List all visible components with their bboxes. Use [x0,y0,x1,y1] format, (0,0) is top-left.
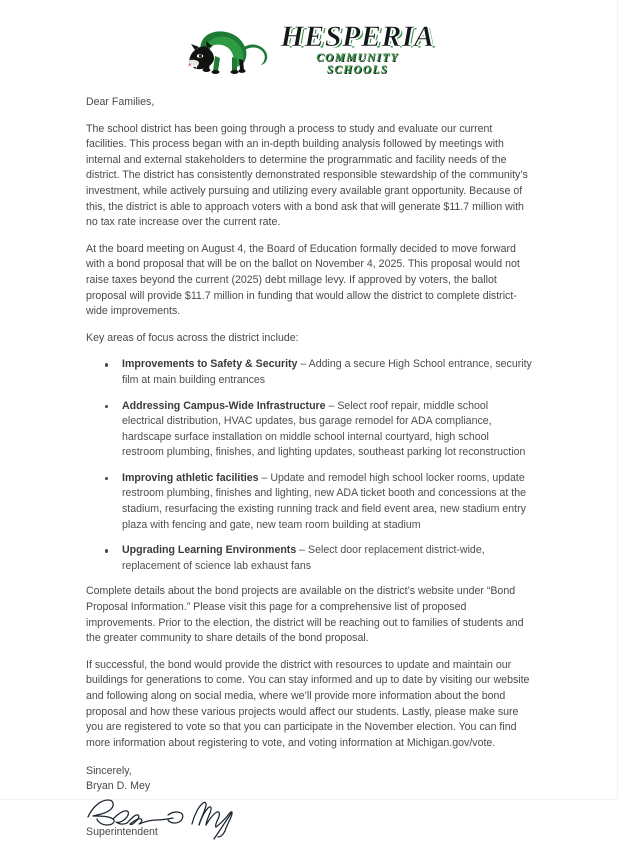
list-item [86,399,532,461]
list-item [86,471,532,533]
focus-item-title: Improvements to Safety & Security [122,358,298,371]
list-item [86,543,532,574]
letter-body [86,95,532,842]
wordmark-subtitle-line1: COMMUNITY [316,51,399,64]
wordmark [280,19,435,76]
paragraph-intro: The school district has been going through a process to study and evaluate our current facilities. This process began with an in-depth building analysis followed by meetings with internal and external stakeholders to determine the programmatic and facility needs of the district. The district has consistently demonstrated responsible stewardship of the community’s investment, while actively pursuing and utilizing every available grant opportunity. Because of this, the district is able to approach voters with a bond ask that will generate $11.7 million with no tax rate increase over the current rate. [86,122,528,229]
bullet-dot-icon [105,363,108,366]
focus-areas-list [86,357,532,574]
signer-name: Bryan D. Mey [86,779,151,792]
wordmark-title: HESPERIA [280,19,435,53]
wordmark-subtitle-line2: SCHOOLS [326,63,389,76]
bullet-dot-icon [105,477,108,480]
paragraph-board-meeting: At the board meeting on August 4, the Board of Education formally decided to move forward with a bond proposal that will be on the ballot on November 4, 2025. This proposal would not raise taxes beyond the current (2025) debt millage levy. If approved by voters, the ballot proposal will provide $11.7 million in funding that would allow the district to complete district-wide improvements. [86,242,520,318]
bullet-dot-icon [105,549,108,552]
bullet-dot-icon [105,405,108,408]
focus-item-body: – Select door replacement district-wide, replacement of science lab exhaust fans [122,544,485,572]
focus-item-body: – Adding a secure High School entrance, security film at main building entrances [122,358,532,386]
focus-item-title: Addressing Campus-Wide Infrastructure [122,399,326,412]
letterhead [0,0,617,84]
focus-item-title: Improving athletic facilities [122,471,259,484]
signer-title: Superintendent [86,825,158,838]
paragraph-bond-details: Complete details about the bond projects are available on the district’s website under “Bond Proposal Information.” Please visit this page for a comprehensive list of proposed improvements. Prior to the election, the district will be reaching out to families of students and the greater community to share details of the bond proposal. [86,585,524,645]
list-item [86,357,532,388]
focus-item-body: – Select roof repair, middle school electrical distribution, HVAC updates, bus garage remodel for ADA compliance, hardscape surface installation on middle school internal courtyard, high school restroom plumbing, finishes, and lighting updates, southeast parking lot reconstruction [122,399,526,459]
focus-item-body: – Update and remodel high school locker rooms, update restroom plumbing, finishes and lighting, new ADA ticket booth and concessions at the stadium, resurfacing the existing running track and field event area, new stadium entry plaza with fencing and gate, new team room building at stadium [122,471,526,531]
focus-item-title: Upgrading Learning Environments [122,544,297,557]
paragraph-if-successful: If successful, the bond would provide the district with resources to update and maintain our buildings for generations to come. You can stay informed and up to date by visiting our website and following along on social media, where we’ll provide more information about the bond proposal and how these various projects would affect our students. Lastly, please make sure you are registered to vote so that you can participate in the November election. You can find more information about registering to vote, and voting information at Michigan.gov/vote. [86,658,530,749]
closing-block [86,764,532,793]
district-logo [182,19,434,79]
salutation: Dear Families, [86,96,155,108]
panther-mascot-icon [182,19,274,79]
focus-areas-intro: Key areas of focus across the district include: [86,331,299,344]
closing-word: Sincerely, [86,765,132,778]
signature-block [86,796,532,842]
